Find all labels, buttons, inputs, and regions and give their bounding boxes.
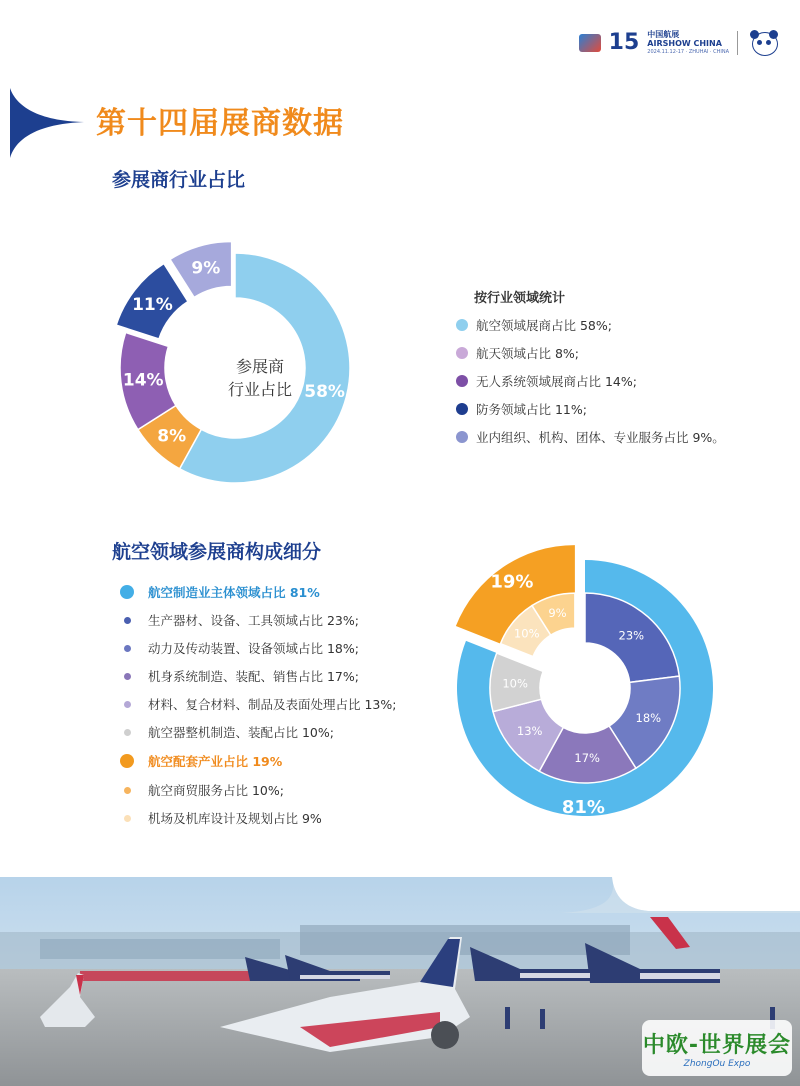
legend2-item (120, 752, 282, 770)
inner-data-label: 18% (635, 710, 662, 725)
legend-dot (120, 754, 134, 768)
logo-date: 2024.11.12-17 · ZHUHAI · CHINA (647, 48, 729, 55)
inner-data-label: 10% (513, 626, 540, 641)
legend-label: 业内组织、机构、团体、专业服务占比 9%。 (476, 430, 725, 445)
exhibition-badge-icon (579, 34, 601, 52)
title-wedge-icon (8, 88, 88, 158)
legend-dot (456, 375, 468, 387)
slice-data-label: 9% (191, 258, 221, 279)
legend-dot (124, 673, 131, 680)
legend1-item (456, 428, 725, 446)
legend-label: 航空制造业主体领域占比 81% (148, 585, 320, 600)
legend-label: 航天领域占比 8%; (476, 346, 580, 361)
legend-dot (120, 585, 134, 599)
inner-data-label: 13% (516, 723, 543, 738)
airshow-photo (0, 877, 800, 1086)
logo-number: 15 (608, 30, 640, 55)
legend-label: 动力及传动装置、设备领域占比 18%; (148, 641, 359, 656)
legend-dot (124, 701, 131, 708)
center-label-line1: 参展商 (235, 357, 284, 376)
center-label-line2: 行业占比 (227, 380, 292, 399)
legend-label: 航空器整机制造、装配占比 10%; (148, 725, 334, 740)
legend-dot (456, 319, 468, 331)
legend2-item (120, 809, 322, 827)
inner-data-label: 10% (502, 676, 528, 691)
page-title: 第十四届展商数据 (96, 106, 344, 141)
logo-text (647, 30, 729, 57)
legend1-item (456, 400, 587, 418)
panda-mascot-icon (746, 28, 782, 58)
slice-data-label: 8% (157, 426, 187, 447)
airshow-logo (579, 28, 782, 58)
legend-label: 航空领域展商占比 58%; (476, 318, 612, 333)
legend1-title: 按行业领域统计 (474, 291, 566, 306)
legend-label: 防务领域占比 11%; (476, 402, 587, 417)
legend-dot (124, 815, 131, 822)
legend-dot (456, 403, 468, 415)
watermark-main-text: 中欧-世界展会 (642, 1032, 792, 1058)
legend-dot (124, 617, 131, 624)
logo-en: AIRSHOW CHINA (647, 38, 722, 48)
legend-dot (124, 729, 131, 736)
outer-data-label: 19% (490, 571, 534, 593)
legend1-item (456, 372, 637, 390)
outer-data-label: 81% (561, 796, 605, 818)
legend2-item (120, 583, 320, 601)
logo-divider (737, 31, 738, 55)
section1-title: 参展商行业占比 (112, 169, 246, 191)
legend2-item (120, 723, 334, 741)
inner-data-label: 23% (618, 628, 645, 643)
legend-dot (456, 347, 468, 359)
legend-label: 机场及机库设计及规划占比 9% (148, 811, 322, 826)
legend1-item (456, 344, 579, 362)
legend-label: 无人系统领域展商占比 14%; (476, 374, 637, 389)
legend2-item (120, 781, 284, 799)
slice-data-label: 58% (304, 382, 345, 403)
logo-cn: 中国航展 (647, 29, 680, 39)
watermark-logo (642, 1020, 792, 1076)
inner-data-label: 17% (574, 750, 600, 765)
legend-label: 材料、复合材料、制品及表面处理占比 13%; (148, 697, 397, 712)
legend2-item (120, 667, 359, 685)
legend-label: 生产器材、设备、工具领域占比 23%; (148, 613, 359, 628)
section2-title: 航空领域参展商构成细分 (112, 541, 322, 563)
legend-dot (124, 787, 131, 794)
legend2-item (120, 639, 359, 657)
slice-data-label: 11% (132, 294, 173, 315)
legend-label: 航空配套产业占比 19% (148, 754, 283, 769)
inner-data-label: 9% (548, 606, 567, 621)
legend-dot (124, 645, 131, 652)
aviation-nested-donut-chart (440, 535, 730, 835)
watermark-sub-text: ZhongOu Expo (683, 1058, 751, 1069)
legend-label: 机身系统制造、装配、销售占比 17%; (148, 669, 359, 684)
legend2-item (120, 611, 359, 629)
slice-data-label: 14% (122, 370, 164, 391)
chart1-center-label (200, 354, 320, 400)
legend-label: 航空商贸服务占比 10%; (148, 783, 284, 798)
legend2-item (120, 695, 396, 713)
legend1-item (456, 316, 612, 334)
legend-dot (456, 431, 468, 443)
